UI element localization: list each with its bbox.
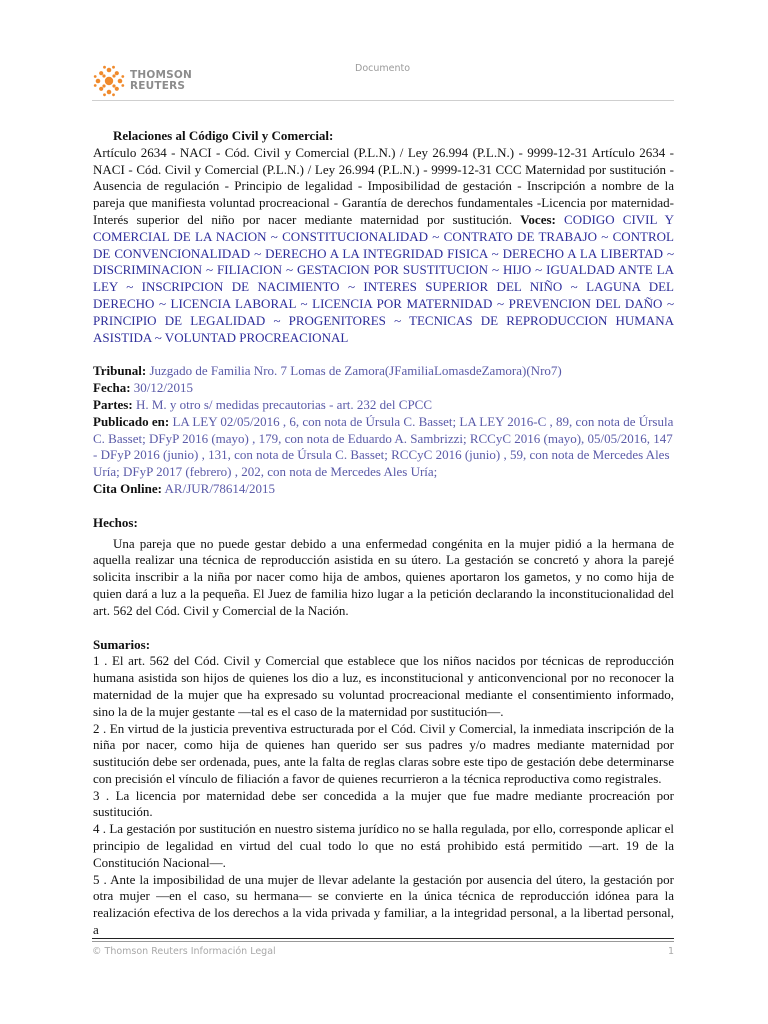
relaciones-section	[93, 128, 674, 145]
logo-sunburst-icon	[92, 64, 126, 98]
hechos-heading: Hechos:	[93, 514, 138, 530]
sumario-item: 3 . La licencia por maternidad debe ser concedida a la mujer que fue madre mediante procreación por sustitución.	[93, 787, 674, 820]
sumarios-heading: Sumarios:	[93, 636, 151, 652]
partes-row	[93, 397, 674, 414]
cita-value: AR/JUR/78614/2015	[164, 480, 276, 496]
relaciones-heading: Relaciones al Código Civil y Comercial:	[113, 128, 334, 143]
page-footer	[92, 946, 674, 957]
thomson-reuters-logo	[92, 62, 192, 100]
relaciones-text: Artículo 2634 - NACI - Cód. Civil y Comercial (P.L.N.) / Ley 26.994 (P.L.N.) - 9999-12-31 Artículo 2634 - NACI - Cód. Civil y Comercial (P.L.N.) / Ley 26.994 (P.L.N.) - 9999-12-31 CCC Maternidad por sustitución - Ausencia de regulación - Principio de legalidad - Imposibilidad de gestación - Inscripción a nombre de la pareja que manifiesta voluntad procreacional - Garantía de derechos fundamentales -Licencia por maternidad- Interés superior del niño por nacer mediante maternidad por sustitución.	[93, 144, 674, 227]
voces-link[interactable]: CODIGO CIVIL Y COMERCIAL DE LA NACION ~ CONSTITUCIONALIDAD ~ CONTRATO DE TRABAJO ~ CONTROL DE CONVENCIONALIDAD ~ DERECHO A LA INTEGRIDAD FISICA ~ DERECHO A LA LIBERTAD ~ DISCRIMINACION ~ FILIACION ~ GESTACION POR SUSTITUCION ~ HIJO ~ IGUALDAD ANTE LA LEY ~ INSCRIPCION DE NACIMIENTO ~ INTERES SUPERIOR DEL NIÑO ~ LAGUNA DEL DERECHO ~ LICENCIA LABORAL ~ LICENCIA POR MATERNIDAD ~ PREVENCION DEL DAÑO ~ PRINCIPIO DE LEGALIDAD ~ PROGENITORES ~ TECNICAS DE REPRODUCCION HUMANA ASISTIDA ~ VOLUNTAD PROCREACIONAL	[93, 211, 675, 345]
partes-value: H. M. y otro s/ medidas precautorias - art. 232 del CPCC	[135, 396, 433, 412]
sumario-item: 5 . Ante la imposibilidad de una mujer de llevar adelante la gestación por ausencia del útero, la gestación por otra mujer —en el caso, su hermana— se convierte en la única técnica de reproducción idónea para la realización efectiva de los derechos a la vida privada y familiar, a la integridad personal, a la libertad personal, a	[93, 871, 674, 938]
copyright-text: © Thomson Reuters Información Legal	[92, 946, 276, 957]
sumarios-heading-row	[93, 637, 674, 654]
hechos-text: Una pareja que no puede gestar debido a una enfermedad congénita en la mujer pidió a la hermana de aquella realizar una técnica de reproducción asistida en su útero. La gestación se concretó y ahora la parejé solicita inscribir a la niña por nacer como hija de ambos, quienes aportaron los gametos, y no como hija de quien dará a luz a la pequeña. El Juez de familia hizo lugar a la petición declarando la inconstitucionalidad del art. 562 del Cód. Civil y Comercial de la Nación.	[93, 535, 674, 618]
page-header	[92, 58, 674, 101]
footer-divider-thin	[92, 941, 674, 942]
document-body	[93, 128, 674, 939]
fecha-value: 30/12/2015	[133, 380, 194, 396]
footer-divider	[92, 938, 674, 939]
document-label: Documento	[355, 63, 411, 74]
partes-label: Partes:	[93, 396, 133, 412]
relaciones-paragraph	[93, 145, 674, 347]
voces-label: Voces:	[520, 211, 556, 227]
sumario-item: 2 . En virtud de la justicia preventiva estructurada por el Cód. Civil y Comercial, la inmediata inscripción de la niña por nacer, como hija de quienes han querido ser sus padres y/o madres mediante maternidad por sustitución debe ser ordenada, pues, ante la falta de reglas claras sobre este tipo de gestación debe determinarse con precisión el vínculo de filiación a favor de quienes recurrieron a la técnica reproductiva como registrales.	[93, 720, 674, 786]
page-number: 1	[667, 946, 674, 957]
cita-label: Cita Online:	[93, 480, 162, 496]
logo-wordmark	[130, 70, 192, 92]
sumario-item: 1 . El art. 562 del Cód. Civil y Comercial que establece que los niños nacidos por técnicas de reproducción humana asistida son hijos de quienes los dio a luz, es inconstitucional y anticonvencional por no reconocer la maternidad de la mujer que ha expresado su voluntad procreacional mediante el consentimiento informado, sino la de la mujer gestante —tal es el caso de la maternidad por sustitución—.	[93, 653, 674, 719]
fecha-row	[93, 380, 674, 397]
logo-line1: THOMSON	[130, 69, 193, 81]
publicado-row	[93, 414, 674, 481]
tribunal-row	[93, 363, 674, 380]
tribunal-value: Juzgado de Familia Nro. 7 Lomas de Zamora(JFamiliaLomasdeZamora)(Nro7)	[149, 363, 562, 379]
cita-row	[93, 481, 674, 498]
logo-line2: REUTERS	[130, 80, 186, 92]
publicado-label: Publicado en:	[93, 413, 170, 429]
hechos-heading-row	[93, 515, 674, 532]
fecha-label: Fecha:	[93, 380, 131, 396]
tribunal-label: Tribunal:	[93, 363, 147, 379]
sumario-item: 4 . La gestación por sustitución en nuestro sistema jurídico no se halla regulada, por ello, corresponde aplicar el principio de legalidad en virtud del cual todo lo que no está prohibido está permitido —art. 19 de la Constitución Nacional—.	[93, 821, 674, 870]
publicado-value: LA LEY 02/05/2016 , 6, con nota de Úrsula C. Basset; LA LEY 2016-C , 89, con nota de Úrsula C. Basset; DFyP 2016 (mayo) , 179, con nota de Eduardo A. Sambrizzi; RCCyC 2016 (mayo), 05/05/2016, 147 - DFyP 2016 (junio) , 131, con nota de Úrsula C. Basset; RCCyC 2016 (junio) , 59, con nota de Mercedes Ales Uría; DFyP 2017 (febrero) , 202, con nota de Mercedes Ales Uría;	[93, 413, 674, 480]
